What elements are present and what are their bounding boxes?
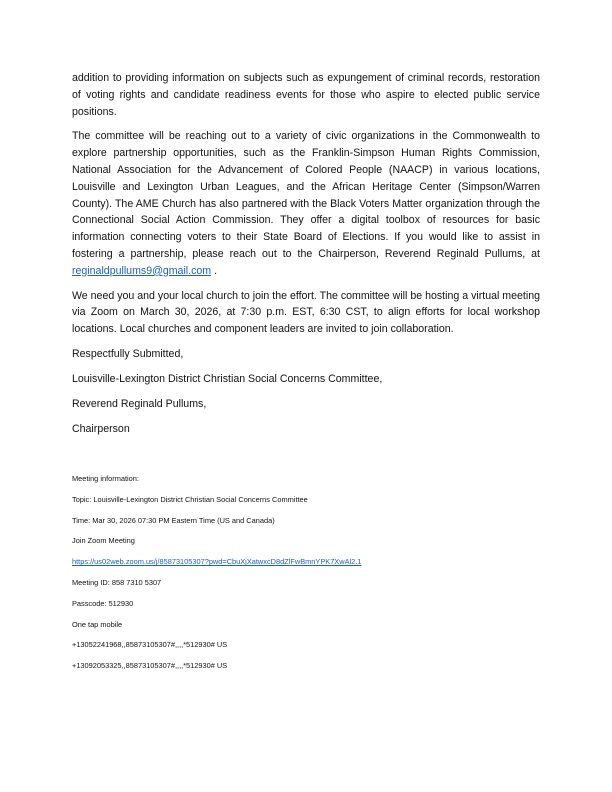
signer-title: Chairperson bbox=[72, 422, 130, 435]
zoom-join-link[interactable]: https://us02web.zoom.us/j/85873105307?pwd=CbuXjXatwxcD8dZlFwBmnYPK7XwAl2.1 bbox=[72, 557, 362, 567]
meeting-info bbox=[72, 474, 540, 682]
partnerships-end: . bbox=[211, 264, 218, 277]
meeting-id: Meeting ID: 858 7310 5307 bbox=[72, 577, 162, 587]
meeting-topic: Topic: Louisville-Lexington District Christian Social Concerns Committee bbox=[72, 494, 308, 504]
letter-body bbox=[72, 70, 540, 446]
one-tap-phone-2[interactable]: +13092053325,,85873105307#,,,,*512930# US bbox=[72, 661, 228, 671]
committee-name: Louisville-Lexington District Christian Social Concerns Committee, bbox=[72, 372, 383, 385]
meeting-passcode: Passcode: 512930 bbox=[72, 598, 134, 608]
join-zoom-label: Join Zoom Meeting bbox=[72, 536, 135, 546]
chairperson-email-link[interactable]: reginaldpullums9@gmail.com bbox=[72, 264, 212, 277]
closing-salutation: Respectfully Submitted, bbox=[72, 347, 184, 360]
partnerships-text: The committee will be reaching out to a variety of civic organizations in the Commonwealth to explore partnership opportunities, such as the Franklin-Simpson Human Rights Commission, National Association for the Advancement of Colored People (NAACP) in various locations, Louisville and Lexington Urban Leagues, and the African Heritage Center (Simpson/Warren County). The AME Church has also partnered with the Black Voters Matter organization through the Connectional Social Action Commission. They offer a digital toolbox of resources for basic information connecting voters to their State Board of Elections. If you would like to assist in fostering a partnership, please reach out to the Chairperson, Reverend Reginald Pullums, at bbox=[72, 130, 540, 260]
meeting-time: Time: Mar 30, 2026 07:30 PM Eastern Time (US and Canada) bbox=[72, 515, 275, 525]
paragraph-intro-continuation: addition to providing information on subjects such as expungement of criminal records, restoration of voting rights and candidate readiness events for those who aspire to elected public service positions. bbox=[72, 72, 540, 118]
one-tap-label: One tap mobile bbox=[72, 619, 123, 629]
one-tap-phone-1[interactable]: +13052241968,,85873105307#,,,,*512930# US bbox=[72, 640, 228, 650]
paragraph-zoom-invite: We need you and your local church to join the effort. The committee will be hosting a virtual meeting via Zoom on March 30, 2026, at 7:30 p.m. EST, 6:30 CST, to align efforts for local workshop locations. Local churches and component leaders are invited to join collaboration. bbox=[72, 289, 540, 336]
meeting-heading: Meeting information: bbox=[72, 474, 139, 483]
signer-name: Reverend Reginald Pullums, bbox=[72, 397, 207, 410]
paragraph-partnerships bbox=[72, 128, 540, 279]
